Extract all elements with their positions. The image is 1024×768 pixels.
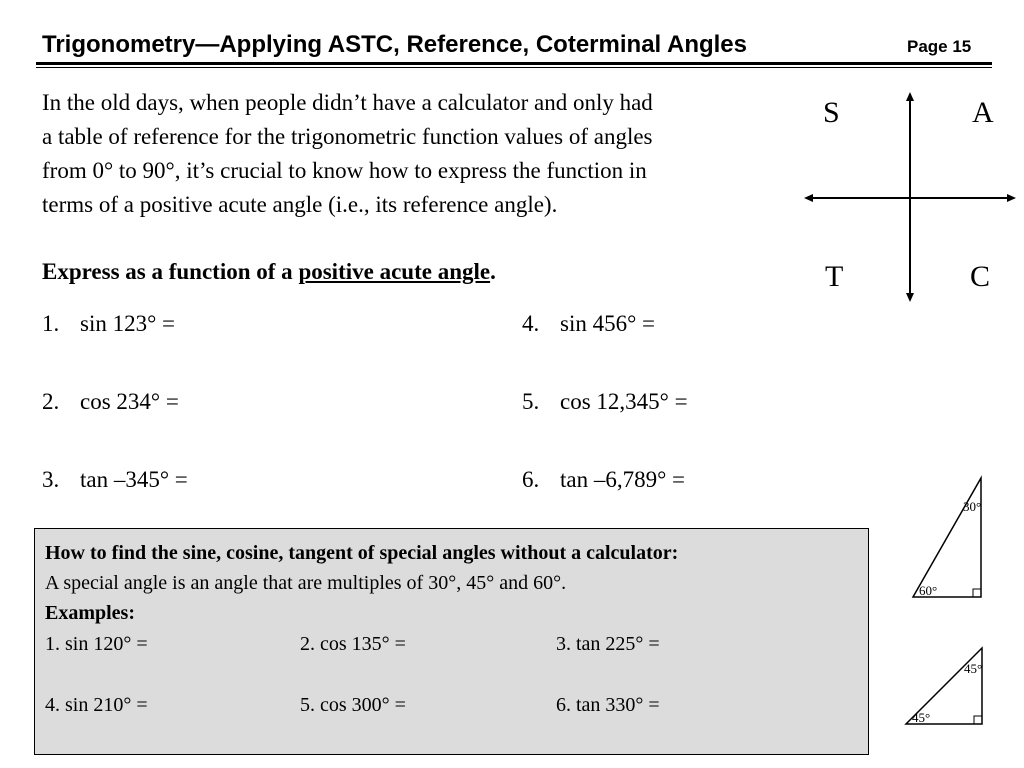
problem-text: tan –6,789° = [560, 467, 686, 492]
problem-6 [522, 465, 685, 495]
intro-line: from 0° to 90°, it’s crucial to know how to express the function in [42, 158, 647, 183]
intro-paragraph [42, 86, 812, 222]
intro-line: In the old days, when people didn’t have a calculator and only had [42, 90, 653, 115]
problem-number: 6. [522, 467, 540, 492]
problem-number: 2. [42, 389, 60, 414]
problem-number: 3. [42, 467, 60, 492]
problem-number: 5. [522, 389, 540, 414]
angle-label-top: 45° [964, 661, 983, 676]
triangle-outline [913, 478, 981, 597]
problem-text: cos 234° = [80, 389, 179, 414]
quadrant-label-c: C [970, 260, 991, 293]
quadrant-label-t: T [825, 260, 844, 293]
problem-4 [522, 309, 655, 339]
triangle-45-45-90 [898, 642, 993, 732]
problem-number: 4. [522, 311, 540, 336]
box-example: 4. sin 210° = [45, 694, 148, 716]
instruction-suffix: . [490, 259, 496, 284]
instruction-prefix: Express as a function of a [42, 259, 299, 284]
box-example: 3. tan 225° = [556, 633, 660, 655]
right-angle-mark [973, 589, 981, 597]
page-title: Trigonometry—Applying ASTC, Reference, Coterminal Angles [42, 31, 747, 58]
problem-1 [42, 309, 175, 339]
quadrant-label-a: A [972, 96, 994, 129]
box-heading: How to find the sine, cosine, tangent of special angles without a calculator: [45, 542, 679, 564]
header-rule-thin [36, 67, 992, 68]
box-examples-label: Examples: [45, 602, 135, 624]
intro-line: a table of reference for the trigonometric function values of angles [42, 124, 653, 149]
angle-label-bottom: 45° [912, 710, 931, 725]
special-angles-box [34, 528, 869, 755]
page-number: Page 15 [907, 37, 972, 56]
box-definition: A special angle is an angle that are multiples of 30°, 45° and 60°. [45, 572, 567, 594]
problem-5 [522, 387, 688, 417]
box-example: 5. cos 300° = [300, 694, 406, 716]
problem-3 [42, 465, 188, 495]
problem-text: sin 123° = [80, 311, 176, 336]
problem-text: cos 12,345° = [560, 389, 688, 414]
problem-text: sin 456° = [560, 311, 656, 336]
angle-label-top: 30° [963, 499, 982, 514]
right-angle-mark [974, 716, 982, 724]
box-example: 2. cos 135° = [300, 633, 406, 655]
problem-text: tan –345° = [80, 467, 188, 492]
instruction [42, 256, 496, 288]
intro-line: terms of a positive acute angle (i.e., its reference angle). [42, 192, 558, 217]
problem-2 [42, 387, 179, 417]
box-example: 6. tan 330° = [556, 694, 660, 716]
instruction-emphasis: positive acute angle [298, 259, 491, 284]
problem-number: 1. [42, 311, 60, 336]
header-rule-thick [36, 62, 992, 65]
box-example: 1. sin 120° = [45, 633, 148, 655]
quadrant-label-s: S [823, 96, 840, 129]
triangle-30-60-90 [905, 470, 995, 605]
angle-label-bottom: 60° [919, 583, 938, 598]
